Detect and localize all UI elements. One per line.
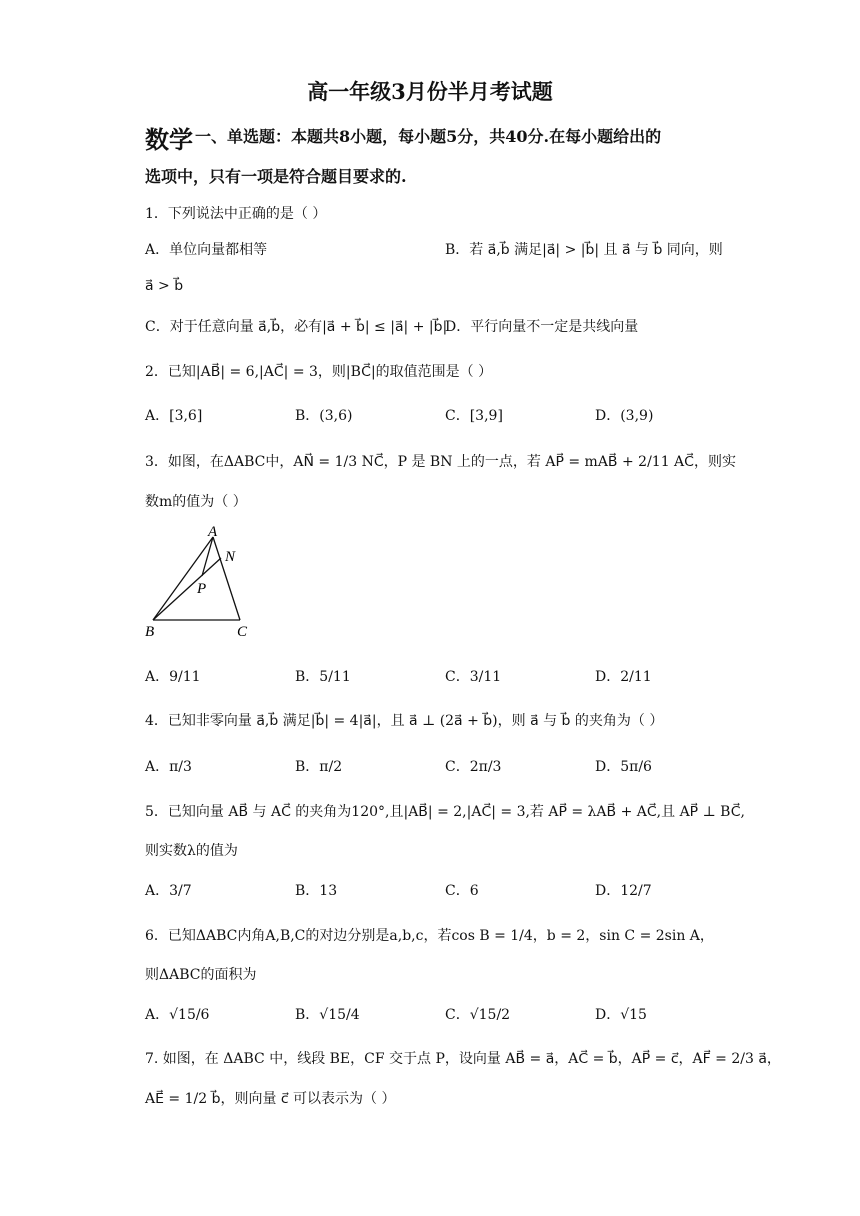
q3-stem-line1: 3．如图，在ΔABC中，AN⃗ = 1/3 NC⃗，P 是 BN 上的一点，若 AP⃗ = mAB⃗ + 2/11 AC⃗，则实 [145,454,736,470]
q2-option-a: A．[3,6] [145,408,203,424]
q3-option-c: C．3/11 [445,669,502,685]
q3-stem-line2: 数m的值为（ ） [145,494,247,510]
q6-option-b: B．√15/4 [295,1007,360,1023]
q6-option-a: A．√15/6 [145,1007,210,1023]
edge-ab [153,537,213,620]
q1-option-c: C．对于任意向量 a⃗,b⃗，必有|a⃗ + b⃗| ≤ |a⃗| + |b⃗| [145,319,448,335]
q5-stem-line1: 5．已知向量 AB⃗ 与 AC⃗ 的夹角为120°,且|AB⃗| = 2,|AC⃗| = 3,若 AP⃗ = λAB⃗ + AC⃗,且 AP⃗ ⊥ BC⃗, [145,804,745,820]
q2-option-b: B．(3,6) [295,408,353,424]
q1-option-b: B．若 a⃗,b⃗ 满足|a⃗| > |b⃗| 且 a⃗ 与 b⃗ 同向，则 [445,242,723,258]
label-c: C [237,624,248,640]
q3-option-d: D．2/11 [595,669,652,685]
q5-option-d: D．12/7 [595,883,652,899]
q4-option-c: C．2π/3 [445,759,502,775]
q4-stem: 4．已知非零向量 a⃗,b⃗ 满足|b⃗| = 4|a⃗|，且 a⃗ ⊥ (2a⃗ + b⃗)，则 a⃗ 与 b⃗ 的夹角为（ ） [145,713,664,729]
q4-option-d: D．5π/6 [595,759,652,775]
segment-bn [153,558,221,620]
q5-option-a: A．3/7 [145,883,192,899]
q1-option-d: D．平行向量不一定是共线向量 [445,319,639,335]
q1-option-a: A．单位向量都相等 [145,242,268,258]
q4-option-b: B．π/2 [295,759,343,775]
q5-stem-line2: 则实数λ的值为 [145,843,238,859]
q1-stem: 1．下列说法中正确的是（ ） [145,206,327,222]
label-p: P [197,581,207,597]
label-a: A [208,524,218,540]
q1-option-b-continued: a⃗ > b⃗ [145,278,184,294]
q2-option-d: D．(3,9) [595,408,654,424]
section-heading-line2: 选项中，只有一项是符合题目要求的. [145,167,407,186]
label-n: N [225,549,236,565]
q5-option-c: C．6 [445,883,479,899]
q5-option-b: B．13 [295,883,338,899]
q4-option-a: A．π/3 [145,759,192,775]
q6-stem-line2: 则ΔABC的面积为 [145,967,257,983]
page-title: 高一年级3月份半月考试题 [307,79,553,104]
q2-option-c: C．[3,9] [445,408,503,424]
q3-option-b: B．5/11 [295,669,351,685]
q6-option-c: C．√15/2 [445,1007,511,1023]
label-b: B [145,624,155,640]
q3-option-a: A．9/11 [145,669,201,685]
q6-option-d: D．√15 [595,1007,647,1023]
q6-stem-line1: 6．已知ΔABC内角A,B,C的对边分别是a,b,c，若cos B = 1/4，b = 2，sin C = 2sin A， [145,928,714,944]
subject-label: 数学 [145,125,193,154]
triangle-figure-q3 [140,524,260,644]
q2-stem: 2．已知|AB⃗| = 6,|AC⃗| = 3，则|BC⃗|的取值范围是（ ） [145,364,493,380]
q7-stem-line1: 7. 如图，在 ΔABC 中，线段 BE，CF 交于点 P，设向量 AB⃗ = a⃗，AC⃗ = b⃗，AP⃗ = c⃗，AF⃗ = 2/3 a⃗， [145,1051,781,1067]
q7-stem-line2: AE⃗ = 1/2 b⃗，则向量 c⃗ 可以表示为（ ） [145,1091,396,1107]
section-heading-line1: 一、单选题：本题共8小题，每小题5分，共40分.在每小题给出的 [195,127,662,146]
